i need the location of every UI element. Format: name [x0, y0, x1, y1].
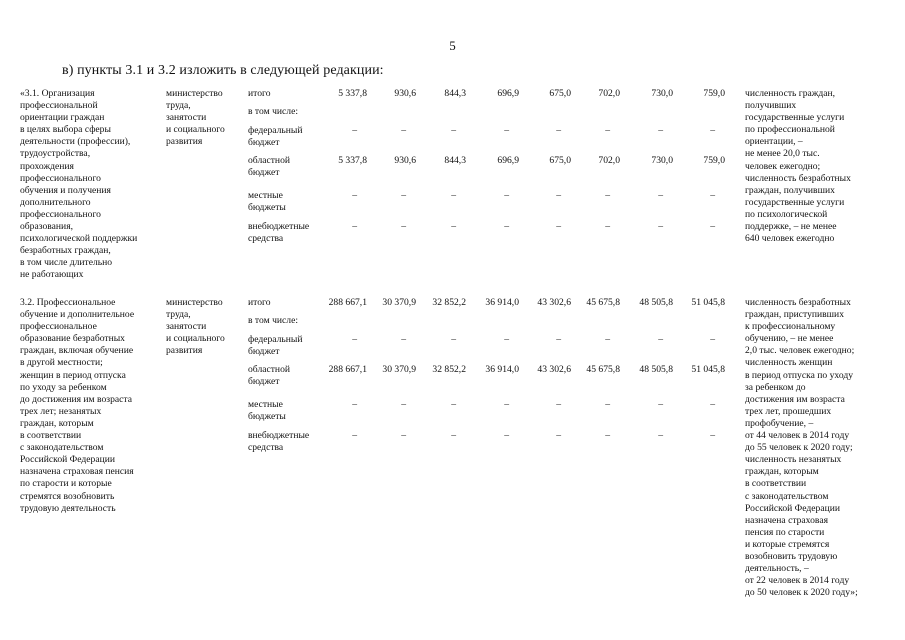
funding-value: – [556, 125, 561, 136]
executor: министерство труда, занятости и социального развития [166, 88, 225, 148]
funding-value: 30 370,9 [382, 297, 416, 308]
funding-value: – [504, 125, 509, 136]
funding-value: 5 337,8 [338, 88, 367, 99]
funding-value: – [352, 399, 357, 410]
funding-value: – [451, 125, 456, 136]
funding-value: – [658, 430, 663, 441]
funding-value: – [504, 221, 509, 232]
funding-value: – [556, 430, 561, 441]
funding-value: 675,0 [549, 155, 571, 166]
section-heading: в) пункты 3.1 и 3.2 изложить в следующей редакции: [62, 63, 384, 78]
funding-value: – [401, 190, 406, 201]
funding-value: – [710, 190, 715, 201]
funding-source-label: областной бюджет [248, 155, 291, 179]
funding-value: – [605, 334, 610, 345]
funding-value: 51 045,8 [691, 364, 725, 375]
funding-value: – [658, 334, 663, 345]
funding-value: – [710, 334, 715, 345]
funding-value: 45 675,8 [586, 297, 620, 308]
funding-value: 696,9 [497, 155, 519, 166]
funding-value: – [556, 190, 561, 201]
funding-value: – [605, 399, 610, 410]
funding-value: – [710, 430, 715, 441]
funding-value: 32 852,2 [432, 297, 466, 308]
funding-value: – [556, 221, 561, 232]
funding-source-label: местные бюджеты [248, 399, 286, 423]
funding-value: 730,0 [651, 88, 673, 99]
funding-value: 48 505,8 [639, 297, 673, 308]
funding-value: – [556, 399, 561, 410]
funding-value: 32 852,2 [432, 364, 466, 375]
funding-value: – [352, 334, 357, 345]
funding-source-label: местные бюджеты [248, 190, 286, 214]
page-number: 5 [449, 38, 456, 53]
funding-value: – [401, 334, 406, 345]
funding-value: 5 337,8 [338, 155, 367, 166]
funding-value: – [352, 430, 357, 441]
executor: министерство труда, занятости и социального развития [166, 297, 225, 357]
funding-value: – [451, 399, 456, 410]
funding-value: 930,6 [394, 88, 416, 99]
funding-value: 730,0 [651, 155, 673, 166]
funding-value: – [401, 125, 406, 136]
funding-value: 43 302,6 [537, 364, 571, 375]
funding-value: – [451, 221, 456, 232]
funding-value: 675,0 [549, 88, 571, 99]
funding-value: – [605, 125, 610, 136]
funding-value: 45 675,8 [586, 364, 620, 375]
funding-value: – [605, 190, 610, 201]
funding-value: – [401, 221, 406, 232]
funding-value: – [658, 190, 663, 201]
measure-description: «3.1. Организация профессиональной ориентации граждан в целях выбора сферы деятельности (профессии), трудоустройства, прохождения профессионального обучения и получения дополнительного профессионального образования, психологической поддержки безработных граждан, в том числе длительно не работающих [20, 88, 138, 281]
funding-value: 30 370,9 [382, 364, 416, 375]
funding-source-label: в том числе: [248, 315, 299, 326]
funding-source-label: итого [248, 88, 271, 99]
funding-value: – [504, 430, 509, 441]
funding-value: – [352, 125, 357, 136]
funding-value: 930,6 [394, 155, 416, 166]
funding-value: 759,0 [703, 88, 725, 99]
funding-source-label: внебюджетные средства [248, 221, 310, 245]
funding-value: – [658, 125, 663, 136]
target-indicator: численность безработных граждан, приступивших к профессиональному обучению, – не менее 2,0 тыс. человек ежегодно; численность женщин в период отпуска по уходу за ребенком до достижения им возраста трех лет, прошедших профобучение, – от 44 человек в 2014 году до 55 человек к 2020 году; численность незанятых граждан, которым в соответствии с законодательством Российской Федерации назначена страховая пенсия по старости и которые стремятся возобновить трудовую деятельность, – от 22 человек в 2014 году до 50 человек к 2020 году»; [745, 297, 858, 599]
funding-value: – [556, 334, 561, 345]
funding-value: 288 667,1 [328, 364, 367, 375]
funding-value: 696,9 [497, 88, 519, 99]
funding-value: – [451, 190, 456, 201]
funding-value: – [710, 399, 715, 410]
target-indicator: численность граждан, получивших государственные услуги по профессиональной ориентации, – не менее 20,0 тыс. человек ежегодно; численность безработных граждан, получивших государственные услуги по психологической поддержке, – не менее 640 человек ежегодно [745, 88, 851, 245]
funding-value: 288 667,1 [328, 297, 367, 308]
funding-value: – [658, 399, 663, 410]
funding-value: 48 505,8 [639, 364, 673, 375]
funding-value: – [401, 399, 406, 410]
funding-value: – [605, 430, 610, 441]
funding-value: – [401, 430, 406, 441]
funding-value: 759,0 [703, 155, 725, 166]
funding-source-label: итого [248, 297, 271, 308]
funding-value: 36 914,0 [485, 364, 519, 375]
funding-value: 844,3 [444, 88, 466, 99]
funding-value: – [710, 125, 715, 136]
funding-value: 702,0 [598, 88, 620, 99]
measure-description: 3.2. Профессиональное обучение и дополнительное профессиональное образование безработных граждан, включая обучение в другой местности; женщин в период отпуска по уходу за ребенком до достижения им возраста трех лет; незанятых граждан, которым в соответствии с законодательством Российской Федерации назначена страховая пенсия по старости и которые стремятся возобновить трудовую деятельность [20, 297, 135, 514]
funding-source-label: внебюджетные средства [248, 430, 310, 454]
funding-value: – [605, 221, 610, 232]
funding-value: 36 914,0 [485, 297, 519, 308]
funding-value: – [710, 221, 715, 232]
funding-source-label: в том числе: [248, 106, 299, 117]
funding-value: 43 302,6 [537, 297, 571, 308]
funding-value: – [451, 334, 456, 345]
funding-value: – [504, 399, 509, 410]
funding-value: – [504, 334, 509, 345]
funding-source-label: областной бюджет [248, 364, 291, 388]
funding-source-label: федеральный бюджет [248, 334, 303, 358]
funding-value: 844,3 [444, 155, 466, 166]
funding-value: – [504, 190, 509, 201]
funding-value: – [352, 221, 357, 232]
funding-value: 702,0 [598, 155, 620, 166]
funding-source-label: федеральный бюджет [248, 125, 303, 149]
funding-value: – [658, 221, 663, 232]
funding-value: – [451, 430, 456, 441]
funding-value: – [352, 190, 357, 201]
funding-value: 51 045,8 [691, 297, 725, 308]
